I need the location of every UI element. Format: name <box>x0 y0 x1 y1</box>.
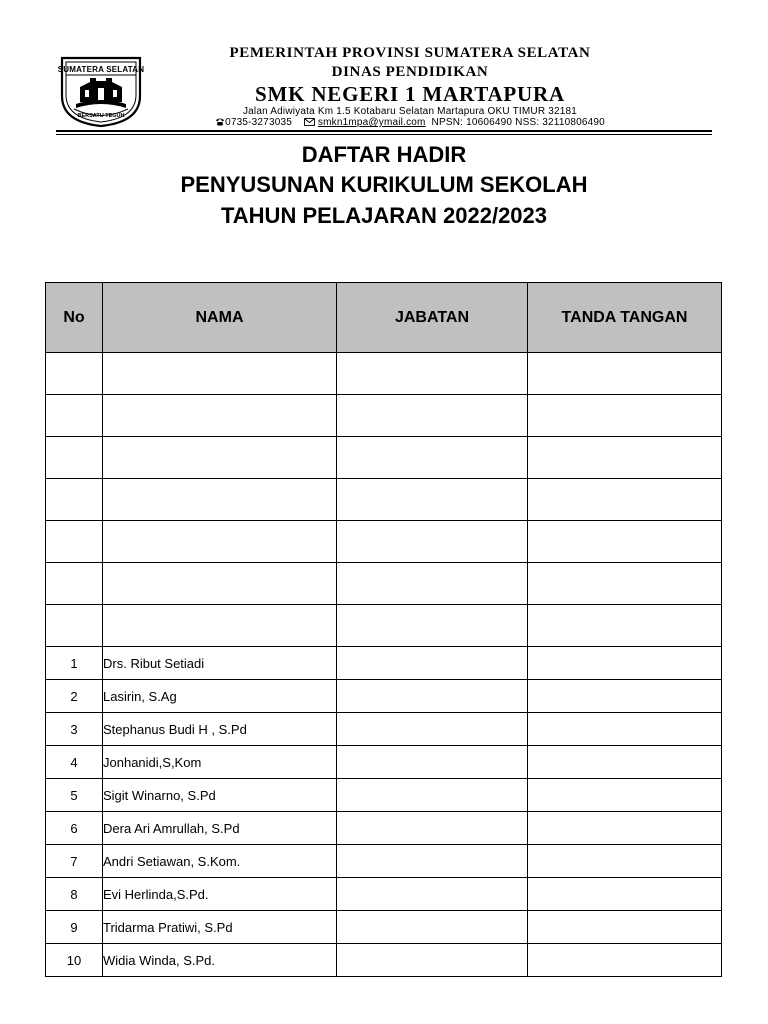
row-tanda-tangan <box>528 680 722 713</box>
table-row <box>46 845 722 878</box>
row-jabatan <box>337 944 528 977</box>
attendance-table <box>45 282 722 977</box>
row-nama: Andri Setiawan, S.Kom. <box>103 845 337 878</box>
row-jabatan <box>337 680 528 713</box>
school-crest-logo <box>58 52 144 128</box>
row-jabatan <box>337 845 528 878</box>
school-address: Jalan Adiwiyata Km 1.5 Kotabaru Selatan Martapura OKU TIMUR 32181 <box>242 106 578 117</box>
row-nama: Lasirin, S.Ag <box>103 680 337 713</box>
row-jabatan <box>337 746 528 779</box>
email-link[interactable]: smkn1mpa@ymail.com <box>317 117 426 128</box>
row-tanda-tangan <box>528 647 722 680</box>
blank-row <box>46 395 722 437</box>
table-row <box>46 878 722 911</box>
row-no: 3 <box>46 713 103 746</box>
row-no: 7 <box>46 845 103 878</box>
blank-row <box>46 521 722 563</box>
row-tanda-tangan <box>528 845 722 878</box>
table-row <box>46 911 722 944</box>
svg-text:BERSATU TEGUH: BERSATU TEGUH <box>77 113 125 119</box>
blank-row <box>46 479 722 521</box>
phone-icon <box>215 117 225 126</box>
envelope-icon <box>304 118 315 126</box>
table-row <box>46 746 722 779</box>
province-line: PEMERINTAH PROVINSI SUMATERA SELATAN <box>229 45 591 61</box>
document-subtitle: PENYUSUNAN KURIKULUM SEKOLAH <box>180 172 588 197</box>
row-nama: Sigit Winarno, S.Pd <box>103 779 337 812</box>
header-no: No <box>46 283 103 353</box>
blank-row <box>46 605 722 647</box>
letterhead-rule-thick <box>56 130 712 132</box>
table-body <box>46 353 722 977</box>
row-nama: Drs. Ribut Setiadi <box>103 647 337 680</box>
row-nama: Tridarma Pratiwi, S.Pd <box>103 911 337 944</box>
header-nama: NAMA <box>103 283 337 353</box>
row-no: 8 <box>46 878 103 911</box>
table-row <box>46 713 722 746</box>
table-row <box>46 647 722 680</box>
table-header <box>46 283 722 353</box>
table-row <box>46 944 722 977</box>
academic-year: TAHUN PELAJARAN 2022/2023 <box>220 203 548 228</box>
letterhead <box>0 0 768 140</box>
row-no: 2 <box>46 680 103 713</box>
blank-row <box>46 353 722 395</box>
row-tanda-tangan <box>528 713 722 746</box>
table-row <box>46 680 722 713</box>
document-title: DAFTAR HADIR <box>301 142 467 167</box>
row-jabatan <box>337 911 528 944</box>
row-jabatan <box>337 647 528 680</box>
blank-row <box>46 437 722 479</box>
row-no: 1 <box>46 647 103 680</box>
row-tanda-tangan <box>528 878 722 911</box>
phone-number: 0735-3273035 <box>225 117 292 128</box>
row-no: 5 <box>46 779 103 812</box>
row-no: 4 <box>46 746 103 779</box>
row-tanda-tangan <box>528 746 722 779</box>
row-no: 6 <box>46 812 103 845</box>
row-tanda-tangan <box>528 779 722 812</box>
table-row <box>46 812 722 845</box>
header-jabatan: JABATAN <box>337 283 528 353</box>
row-tanda-tangan <box>528 812 722 845</box>
header-tanda-tangan: TANDA TANGAN <box>528 283 722 353</box>
svg-text:SUMATERA SELATAN: SUMATERA SELATAN <box>58 65 144 74</box>
row-jabatan <box>337 812 528 845</box>
row-tanda-tangan <box>528 944 722 977</box>
blank-row <box>46 563 722 605</box>
row-no: 9 <box>46 911 103 944</box>
row-tanda-tangan <box>528 911 722 944</box>
row-nama: Evi Herlinda,S.Pd. <box>103 878 337 911</box>
school-ids: NPSN: 10606490 NSS: 32110806490 <box>431 117 605 128</box>
row-jabatan <box>337 779 528 812</box>
row-nama: Widia Winda, S.Pd. <box>103 944 337 977</box>
table-row <box>46 779 722 812</box>
row-nama: Stephanus Budi H , S.Pd <box>103 713 337 746</box>
school-name: SMK NEGERI 1 MARTAPURA <box>255 82 565 106</box>
row-jabatan <box>337 878 528 911</box>
department-line: DINAS PENDIDIKAN <box>331 64 489 80</box>
letterhead-rule-thin <box>56 134 712 135</box>
row-nama: Jonhanidi,S,Kom <box>103 746 337 779</box>
row-no: 10 <box>46 944 103 977</box>
header-row <box>46 283 722 353</box>
row-nama: Dera Ari Amrullah, S.Pd <box>103 812 337 845</box>
contact-line <box>150 117 670 128</box>
row-jabatan <box>337 713 528 746</box>
